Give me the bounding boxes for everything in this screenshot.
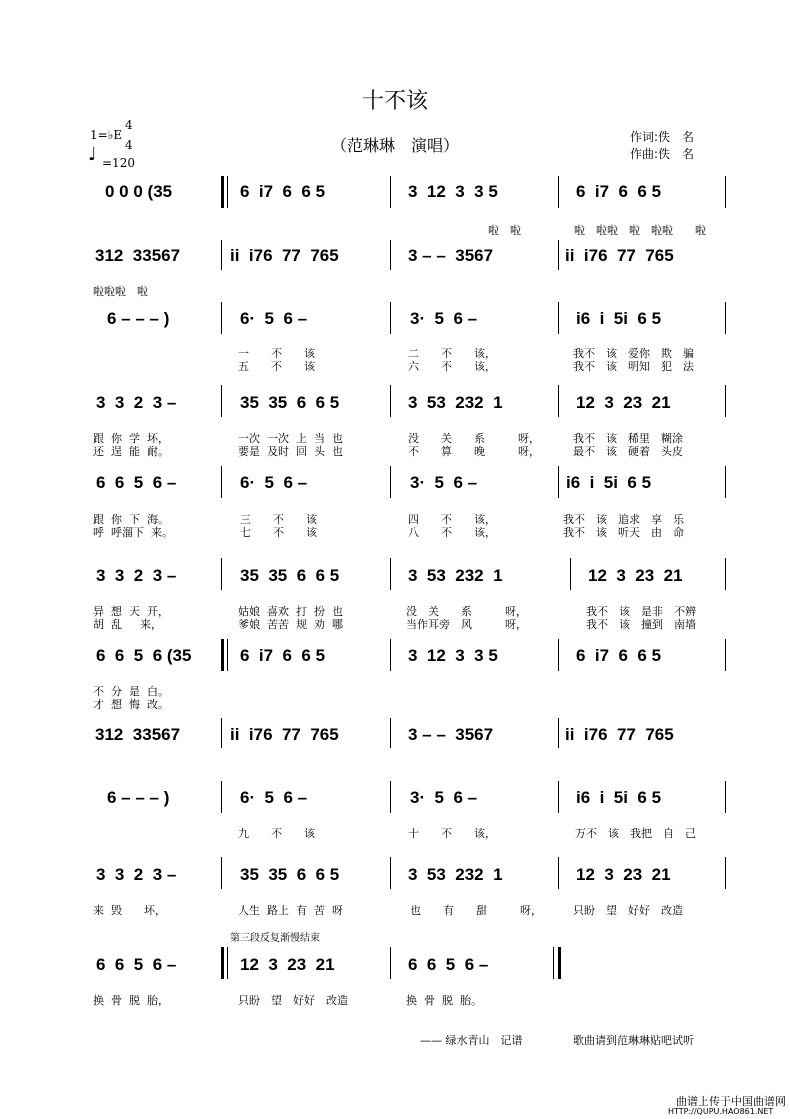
lyric: 跟 你 下 海。 (93, 513, 169, 526)
barline (390, 302, 391, 334)
lyric: 最不 该 硬着 头皮 (573, 445, 683, 458)
lyric: 只盼 望 好好 改造 (573, 904, 683, 917)
lyric: 不 算 晚 呀， (408, 445, 540, 458)
measure: 3· 5 6 – (410, 473, 478, 492)
lyric: 三 不 该 (240, 513, 317, 526)
repeat-start-barline (221, 639, 224, 671)
listen-note: 歌曲请到范琳琳贴吧试听 (573, 1034, 694, 1047)
barline (221, 385, 222, 417)
lyric: 异 想 天 开， (93, 605, 169, 618)
quarter-note-icon: ♩ (88, 144, 97, 165)
barline (221, 240, 222, 270)
lyric: 当作耳旁 风 呀， (406, 618, 527, 631)
barline (558, 857, 559, 889)
lyric: 跟 你 学 坏， (93, 432, 169, 445)
measure: i6 i 5i 6 5 (566, 473, 652, 492)
barline (558, 639, 559, 671)
measure: 6· 5 6 – (240, 309, 308, 328)
measure: 3 3 2 3 – (96, 393, 177, 412)
barline (221, 781, 222, 813)
measure: 3 53 232 1 (408, 566, 503, 585)
measure: 35 35 6 6 5 (240, 865, 340, 884)
recorder-credit: —— 绿水青山 记谱 (420, 1034, 523, 1047)
lyric: 我不 该 撞到 南墙 (586, 618, 696, 631)
measure: 3 53 232 1 (408, 393, 503, 412)
barline (227, 947, 228, 979)
measure: 3 – – 3567 (408, 725, 494, 744)
barline (558, 385, 559, 417)
barline (221, 466, 222, 498)
measure: 3· 5 6 – (410, 788, 478, 807)
measure: ii i76 77 765 (565, 246, 674, 265)
barline (390, 176, 391, 208)
measure: ii i76 77 765 (230, 246, 339, 265)
measure: 6 6 5 6 (35 (96, 646, 192, 665)
measure: 3 3 2 3 – (96, 865, 177, 884)
measure: ii i76 77 765 (565, 725, 674, 744)
measure: 6 6 5 6 – (96, 473, 177, 492)
lyric: 姑娘 喜欢 打 扮 也 (238, 605, 343, 618)
lyric: 也 有 甜 呀， (410, 904, 542, 917)
measure: 6· 5 6 – (240, 473, 308, 492)
lyric: 换 骨 脱 胎， (93, 994, 169, 1007)
measure: 6 – – – ) (107, 788, 170, 807)
barline (725, 302, 726, 334)
measure: i6 i 5i 6 5 (576, 788, 662, 807)
measure: 3 12 3 3 5 (408, 646, 498, 665)
subtitle: （范琳琳 演唱） (330, 136, 459, 155)
annotation: 第三段反复渐慢结束 (230, 933, 320, 944)
repeat-end-barline (558, 947, 561, 979)
barline (558, 302, 559, 334)
lyric: 没 关 系 呀， (408, 432, 540, 445)
lyric: 还 逞 能 耐。 (93, 445, 169, 458)
measure: 6 6 5 6 – (96, 955, 177, 974)
time-signature-numerator: 4 (125, 118, 133, 132)
barline (221, 558, 222, 590)
lyric: 啦啦啦 啦 (93, 285, 148, 298)
barline (221, 302, 222, 334)
lyric: 我不 该 明知 犯 法 (573, 360, 694, 373)
watermark: 曲谱上传于中国曲谱网 (676, 1095, 786, 1108)
lyric: 万不 该 我把 自 己 (575, 827, 696, 840)
measure: 6 i7 6 6 5 (240, 646, 326, 665)
barline (390, 781, 391, 813)
measure: 6 i7 6 6 5 (576, 182, 662, 201)
time-signature-denominator: 4 (125, 138, 133, 152)
barline (725, 781, 726, 813)
key-signature: 1=♭E (90, 128, 123, 142)
barline (725, 857, 726, 889)
lyric: 爹娘 苦苦 规 劝 哪 (238, 618, 343, 631)
composer: 作曲:佚 名 (630, 147, 695, 161)
barline (390, 466, 391, 498)
measure: 12 3 23 21 (588, 566, 683, 585)
page-title: 十不该 (361, 89, 428, 114)
barline (390, 385, 391, 417)
measure: 312 33567 (95, 725, 181, 744)
lyric: 八 不 该， (408, 526, 496, 539)
barline (390, 718, 391, 748)
barline (558, 240, 559, 270)
lyric: 呼 呼溜下 来。 (93, 526, 173, 539)
barline (221, 718, 222, 748)
barline (725, 466, 726, 498)
lyric: 我不 该 爱你 欺 骗 (573, 347, 694, 360)
lyric: 啦 啦 (488, 224, 521, 237)
lyric: 五 不 该 (238, 360, 315, 373)
lyric: 一次 一次 上 当 也 (238, 432, 343, 445)
lyric: 二 不 该， (408, 347, 496, 360)
measure: 6 – – – ) (107, 309, 170, 328)
lyricist: 作词:佚 名 (630, 130, 695, 144)
measure: 12 3 23 21 (576, 865, 671, 884)
barline (221, 857, 222, 889)
measure: 6 i7 6 6 5 (576, 646, 662, 665)
lyric: 四 不 该， (408, 513, 496, 526)
barline (553, 947, 554, 979)
barline (390, 639, 391, 671)
lyric: 啦 啦啦 啦 啦啦 啦 (574, 224, 706, 237)
barline (390, 857, 391, 889)
measure: 3 3 2 3 – (96, 566, 177, 585)
barline (558, 718, 559, 748)
barline (390, 240, 391, 270)
measure: 3· 5 6 – (410, 309, 478, 328)
lyric: 只盼 望 好好 改造 (238, 994, 348, 1007)
measure: 35 35 6 6 5 (240, 393, 340, 412)
lyric: 要是 及时 回 头 也 (238, 445, 343, 458)
measure: 6 i7 6 6 5 (240, 182, 326, 201)
lyric: 换 骨 脱 胎。 (406, 994, 482, 1007)
repeat-start-barline (221, 176, 224, 208)
measure: 6· 5 6 – (240, 788, 308, 807)
measure: ii i76 77 765 (230, 725, 339, 744)
barline (558, 176, 559, 208)
tempo: =120 (102, 156, 135, 170)
measure: 0 0 0 (35 (105, 182, 173, 201)
lyric: 七 不 该 (240, 526, 317, 539)
measure: 3 – – 3567 (408, 246, 494, 265)
lyric: 人生 路上 有 苦 呀 (238, 904, 343, 917)
barline (558, 781, 559, 813)
lyric: 不 分 是 白。 (93, 685, 169, 698)
barline (390, 947, 391, 979)
lyric: 十 不 该， (408, 827, 496, 840)
barline (570, 558, 571, 590)
lyric: 胡 乱 来， (93, 618, 162, 631)
measure: 35 35 6 6 5 (240, 566, 340, 585)
measure: 12 3 23 21 (576, 393, 671, 412)
barline (725, 558, 726, 590)
lyric: 六 不 该， (408, 360, 496, 373)
measure: i6 i 5i 6 5 (576, 309, 662, 328)
barline (227, 176, 228, 208)
barline (725, 639, 726, 671)
lyric: 一 不 该 (238, 347, 315, 360)
lyric: 我不 该 追求 享 乐 (563, 513, 684, 526)
barline (725, 176, 726, 208)
barline (558, 466, 559, 498)
measure: 3 12 3 3 5 (408, 182, 498, 201)
lyric: 我不 该 稀里 糊涂 (573, 432, 683, 445)
lyric: 九 不 该 (238, 827, 315, 840)
lyric: 我不 该 是非 不辨 (586, 605, 696, 618)
watermark-url: HTTP://QUPU.HAO861.NET (668, 1107, 774, 1116)
lyric: 才 想 悔 改。 (93, 698, 169, 711)
lyric: 来 毁 坏， (93, 904, 166, 917)
repeat-start-barline (221, 947, 224, 979)
measure: 312 33567 (95, 246, 181, 265)
lyric: 我不 该 听天 由 命 (563, 526, 684, 539)
measure: 12 3 23 21 (240, 955, 335, 974)
measure: 3 53 232 1 (408, 865, 503, 884)
barline (390, 558, 391, 590)
barline (725, 385, 726, 417)
barline (227, 639, 228, 671)
measure: 6 6 5 6 – (408, 955, 489, 974)
lyric: 没 关 系 呀， (406, 605, 527, 618)
